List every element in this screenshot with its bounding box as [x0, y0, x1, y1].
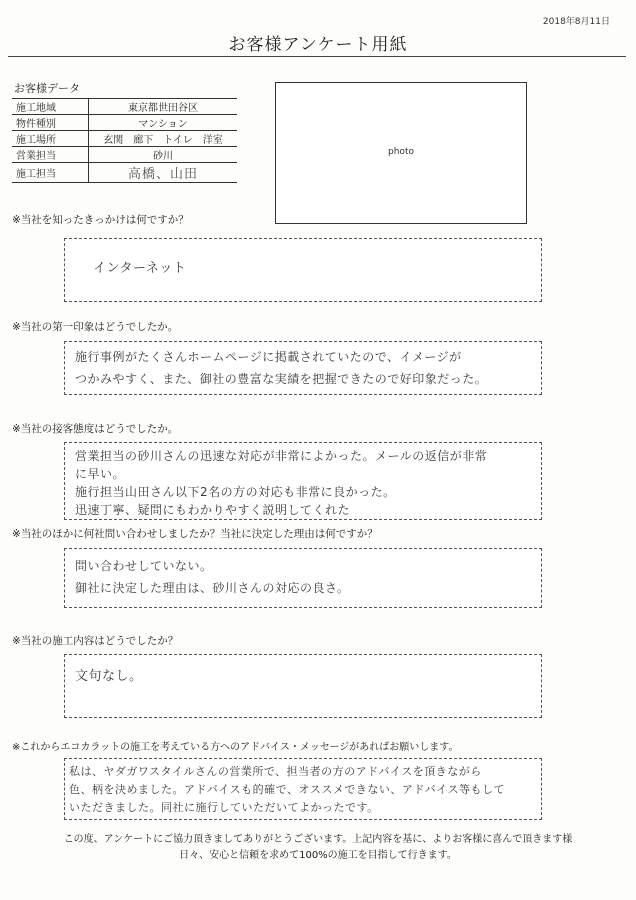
answer-box-6	[64, 758, 542, 820]
table-row	[12, 115, 237, 131]
page-title: お客様アンケート用紙	[228, 35, 408, 55]
answer-box-5	[64, 654, 542, 718]
photo-placeholder	[275, 82, 527, 224]
title-divider	[8, 56, 626, 57]
answer-line: インターネット	[93, 261, 187, 276]
row-value: マンション	[89, 115, 238, 131]
question-3: ※当社の接客態度はどうでしたか。	[12, 423, 179, 435]
customer-data-heading: お客様データ	[14, 82, 80, 95]
footer-line-2: 日々、安心と信頼を求めて100%の施工を目指して行きます。	[179, 850, 457, 861]
answer-box-2	[64, 341, 542, 395]
row-value: 玄関 廊下 トイレ 洋室	[89, 131, 238, 147]
question-1: ※当社を知ったきっかけは何ですか？	[12, 214, 189, 226]
answer-line: 御社に決定した理由は、砂川さんの対応の良さ。	[75, 581, 350, 595]
row-value: 東京都世田谷区	[89, 99, 238, 115]
row-label: 物件種別	[12, 115, 89, 131]
question-2: ※当社の第一印象はどうでしたか。	[12, 321, 179, 333]
table-row	[12, 147, 237, 163]
photo-label: photo	[388, 147, 414, 157]
question-5: ※当社の施工内容はどうでしたか？	[12, 635, 179, 647]
row-label: 施工地域	[12, 99, 89, 115]
answer-line: 色、柄を決めました。アドバイスも的確で、オススメできない、アドバイス等もして	[69, 783, 506, 796]
answer-line: 施行担当山田さん以下2名の方の対応も非常に良かった。	[75, 485, 396, 499]
answer-line: 私は、ヤダガワスタイルさんの営業所で、担当者の方のアドバイスを頂きながら	[69, 765, 482, 778]
answer-line: 営業担当の砂川さんの迅速な対応が非常によかった。メールの返信が非常	[75, 449, 488, 463]
table-row	[12, 99, 237, 115]
customer-data-table	[12, 98, 237, 183]
question-6: ※これからエコカラットの施工を考えている方へのアドバイス・メッセージがあればお願いします。	[12, 742, 459, 753]
answer-line: 問い合わせしていない。	[75, 559, 213, 573]
answer-line: いただきました。同社に施行していただいてよかったです。	[69, 801, 379, 814]
answer-line: 施行事例がたくさんホームページに掲載されていたので、イメージが	[75, 350, 462, 364]
table-row	[12, 131, 237, 147]
answer-box-4	[64, 548, 542, 608]
answer-line: 迅速丁寧、疑問にもわかりやすく説明してくれた	[75, 503, 351, 517]
footer-line-1: この度、アンケートにご協力頂きましてありがとうございます。上記内容を基に、よりお客様に喜んで頂きます様	[63, 834, 573, 845]
answer-box-3	[64, 442, 542, 520]
answer-line: つかみやすく、また、御社の豊富な実績を把握できたので好印象だった。	[75, 372, 488, 386]
row-label: 施工担当	[12, 163, 89, 183]
row-value: 砂川	[89, 147, 238, 163]
survey-date: 2018年8月11日	[542, 17, 610, 27]
question-4: ※当社のほかに何社問い合わせしましたか？当社に決定した理由は何ですか？	[12, 528, 378, 540]
answer-box-1	[64, 238, 542, 302]
row-value-handwritten: 高橋、山田	[89, 163, 238, 183]
row-label: 営業担当	[12, 147, 89, 163]
row-label: 施工場所	[12, 131, 89, 147]
answer-line: 文句なし。	[75, 669, 143, 684]
answer-line: に早い。	[75, 467, 126, 481]
table-row	[12, 163, 237, 183]
